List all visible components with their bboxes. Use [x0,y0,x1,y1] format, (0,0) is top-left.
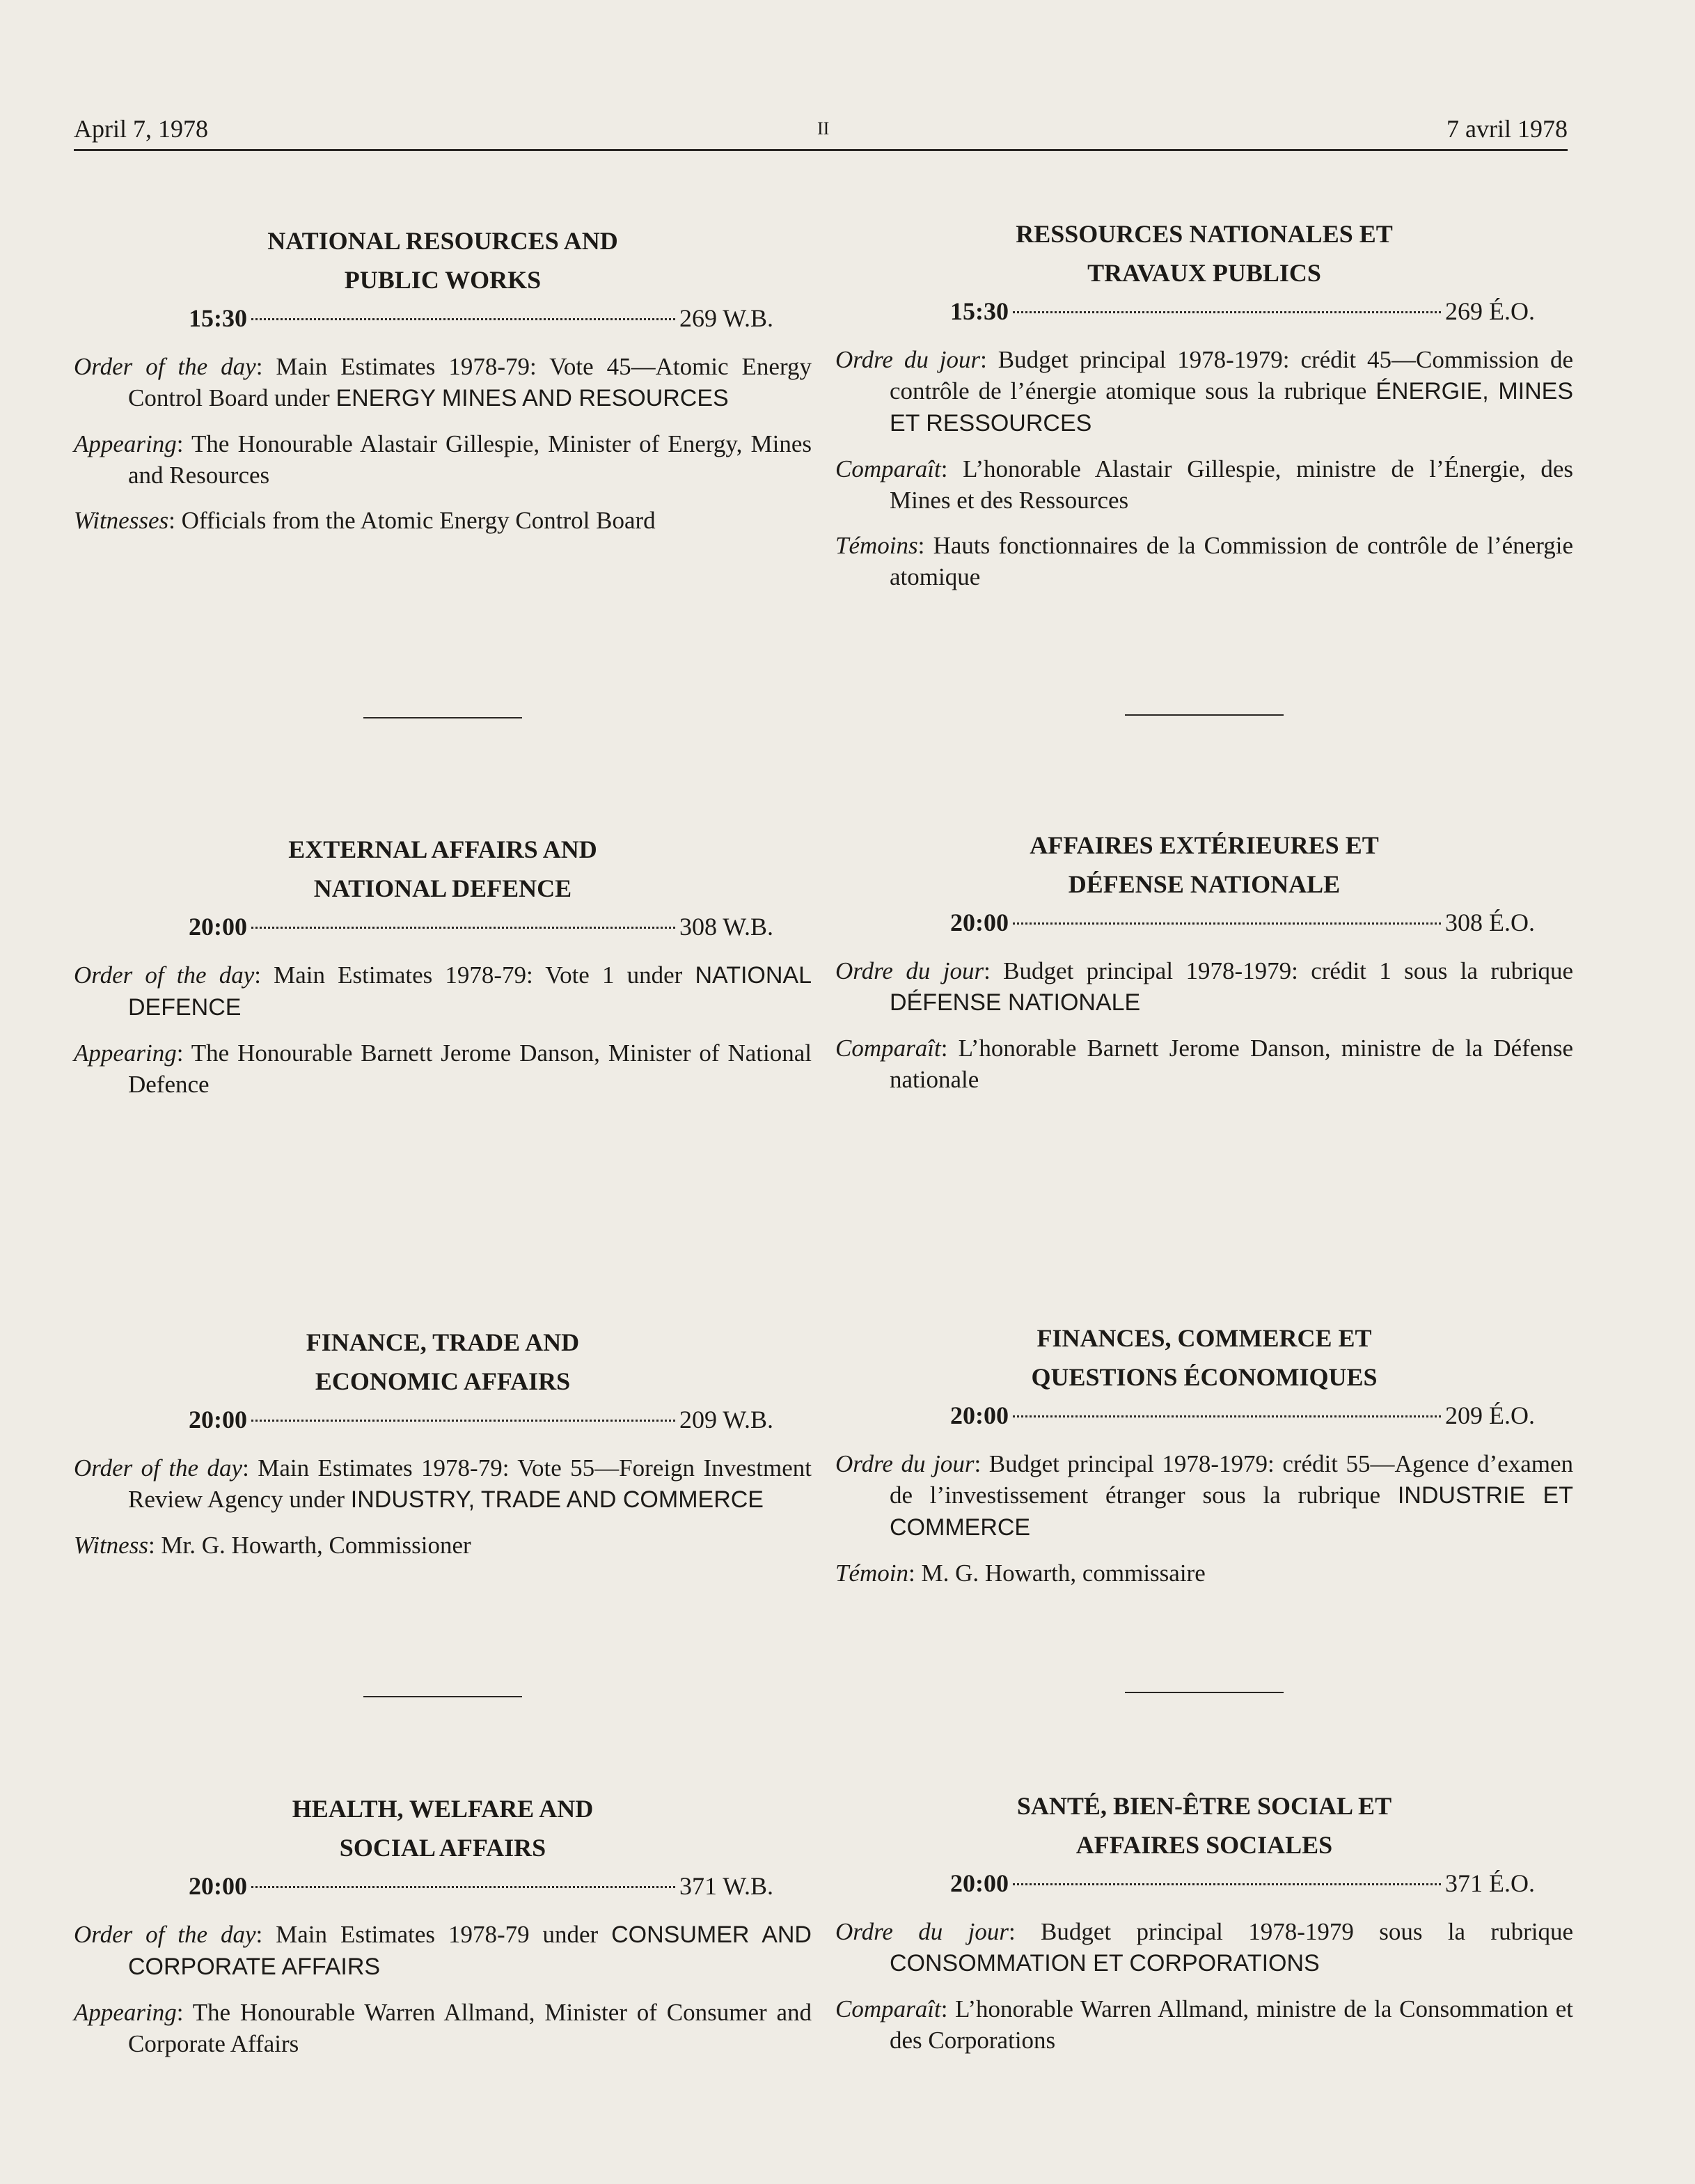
para-label: Order of the day [74,1921,256,1948]
department-name: INDUSTRIE ET COMMERCE [890,1482,1573,1541]
para-label: Comparaît [835,455,941,482]
appearing [74,1037,812,1100]
para-text: : L’honorable Alastair Gillespie, ministre de l’Énergie, des Mines et des Ressources [890,455,1573,514]
meeting-room: 269 W.B. [679,304,773,332]
para-text: : Mr. G. Howarth, Commissioner [148,1532,471,1559]
para-text: : Main Estimates 1978-79: Vote 1 under [254,961,695,989]
dot-leader [251,1420,675,1422]
para-label: Ordre du jour [835,346,981,373]
committee-title [74,1789,812,1867]
meeting-time: 15:30 [950,297,1009,325]
committee-title [835,1319,1573,1397]
para-text: : Main Estimates 1978-79: Vote 55—Foreign Investment Review Agency under [128,1454,812,1513]
appearing [835,1032,1573,1095]
department-name: CONSUMER AND CORPORATE AFFAIRS [128,1922,812,1980]
committee-title [835,826,1573,904]
page-number: II [817,118,830,139]
section-divider [1125,714,1284,716]
witness [74,1530,812,1561]
committee-title [74,830,812,908]
department-name: INDUSTRY, TRADE AND COMMERCE [350,1486,764,1513]
para-text: : The Honourable Alastair Gillespie, Minister of Energy, Mines and Resources [128,430,812,489]
para-label: Témoin [835,1560,908,1587]
title-line: NATIONAL DEFENCE [313,874,572,902]
department-name: NATIONAL DEFENCE [128,962,812,1021]
order-of-day [74,1919,812,1983]
title-line: TRAVAUX PUBLICS [1087,259,1321,287]
para-label: Appearing [74,1999,177,2026]
dot-leader [1013,311,1441,313]
meeting-room: 209 W.B. [679,1406,773,1433]
title-line: DÉFENSE NATIONALE [1068,870,1341,898]
meeting-time: 20:00 [189,1406,247,1433]
meeting-room: 308 É.O. [1445,909,1535,936]
para-label: Order of the day [74,1454,243,1482]
para-text: : Budget principal 1978-1979: crédit 45—Commission de contrôle de l’énergie atomique sous la rubrique [890,346,1573,404]
meeting-time: 15:30 [189,304,247,332]
meeting-time: 20:00 [950,909,1009,936]
witnesses [835,530,1573,592]
para-text: : Officials from the Atomic Energy Control Board [168,507,656,534]
title-line: QUESTIONS ÉCONOMIQUES [1031,1363,1378,1391]
title-line: FINANCES, COMMERCE ET [1036,1324,1372,1352]
committee-section [835,1786,1573,2056]
para-label: Appearing [74,430,177,457]
para-label: Témoins [835,532,918,559]
meeting-time-room [189,1401,773,1438]
meeting-time-room [189,908,773,945]
para-text: : Main Estimates 1978-79 under [255,1921,612,1948]
dot-leader [251,927,675,929]
title-line: AFFAIRES EXTÉRIEURES ET [1030,831,1379,859]
order-of-day [835,344,1573,439]
dot-leader [1013,922,1441,925]
para-text: : Hauts fonctionnaires de la Commission de contrôle de l’énergie atomique [890,532,1573,590]
title-line: ECONOMIC AFFAIRS [315,1367,571,1395]
section-divider [1125,1692,1284,1693]
committee-title [74,221,812,299]
appearing [835,1993,1573,2056]
appearing [74,1997,812,2059]
para-label: Appearing [74,1039,177,1067]
meeting-room: 269 É.O. [1445,297,1535,325]
meeting-time-room [950,904,1535,941]
para-text: : Budget principal 1978-1979: crédit 55—Agence d’examen de l’investissement étranger sous la rubrique [890,1450,1573,1509]
para-label: Witness [74,1532,148,1559]
title-line: AFFAIRES SOCIALES [1075,1831,1333,1859]
para-label: Ordre du jour [835,957,984,984]
para-label: Order of the day [74,961,255,989]
title-line: NATIONAL RESOURCES AND [267,227,618,255]
committee-section [835,1319,1573,1589]
dot-leader [1013,1883,1441,1885]
committee-title [74,1323,812,1401]
meeting-time-room [950,292,1535,330]
section-divider [363,1696,522,1697]
order-of-day [835,1448,1573,1543]
appearing [835,453,1573,516]
para-text: : The Honourable Warren Allmand, Minister of Consumer and Corporate Affairs [128,1999,812,2057]
witnesses [74,505,812,536]
committee-section [74,830,812,1100]
order-of-day [74,959,812,1023]
meeting-time: 20:00 [189,913,247,941]
department-name: CONSOMMATION ET CORPORATIONS [890,1950,1320,1977]
meeting-time: 20:00 [189,1872,247,1900]
dot-leader [1013,1415,1441,1417]
title-line: HEALTH, WELFARE AND [292,1795,594,1823]
committee-section [835,214,1573,592]
committee-section [74,1323,812,1561]
para-label: Ordre du jour [835,1450,975,1477]
section-divider [363,717,522,718]
meeting-time-room [189,299,773,337]
para-text: : L’honorable Warren Allmand, ministre de la Consommation et des Corporations [890,1995,1573,2054]
committee-section [74,1789,812,2059]
para-text: : Budget principal 1978-1979: crédit 1 sous la rubrique [984,957,1573,984]
meeting-room: 209 É.O. [1445,1401,1535,1429]
department-name: DÉFENSE NATIONALE [890,989,1141,1016]
para-text: : M. G. Howarth, commissaire [908,1560,1206,1587]
title-line: EXTERNAL AFFAIRS AND [288,835,597,863]
title-line: SANTÉ, BIEN-ÊTRE SOCIAL ET [1016,1792,1392,1820]
para-label: Comparaît [835,1995,941,2022]
meeting-time-room [950,1864,1535,1902]
committee-section [835,826,1573,1095]
para-text: : Main Estimates 1978-79: Vote 45—Atomic Energy Control Board under [128,353,812,411]
meeting-time-room [189,1867,773,1905]
meeting-room: 308 W.B. [679,913,773,941]
appearing [74,428,812,491]
order-of-day [74,1452,812,1516]
page-header [74,114,1568,151]
para-label: Ordre du jour [835,1918,1009,1945]
committee-title [835,214,1573,292]
meeting-time: 20:00 [950,1869,1009,1897]
department-name: ÉNERGIE, MINES ET RESSOURCES [890,378,1573,437]
meeting-room: 371 W.B. [679,1872,773,1900]
header-date-fr: 7 avril 1978 [1446,115,1568,143]
dot-leader [251,318,675,320]
order-of-day [835,1916,1573,1979]
committee-title [835,1786,1573,1864]
witness [835,1557,1573,1589]
meeting-time: 20:00 [950,1401,1009,1429]
department-name: ENERGY MINES AND RESOURCES [336,385,729,411]
para-label: Comparaît [835,1035,941,1062]
meeting-time-room [950,1397,1535,1434]
para-text: : L’honorable Barnett Jerome Danson, ministre de la Défense nationale [890,1035,1573,1093]
title-line: SOCIAL AFFAIRS [339,1834,546,1862]
para-label: Witnesses [74,507,169,534]
header-date-en: April 7, 1978 [74,115,208,143]
title-line: FINANCE, TRADE AND [306,1328,580,1356]
committee-section [74,221,812,536]
title-line: RESSOURCES NATIONALES ET [1016,220,1393,248]
dot-leader [251,1886,675,1888]
para-text: : The Honourable Barnett Jerome Danson, Minister of National Defence [128,1039,812,1098]
para-text: : Budget principal 1978-1979 sous la rubrique [1008,1918,1573,1945]
title-line: PUBLIC WORKS [344,266,542,294]
order-of-day [835,955,1573,1019]
meeting-room: 371 É.O. [1445,1869,1535,1897]
para-label: Order of the day [74,353,256,380]
order-of-day [74,351,812,414]
